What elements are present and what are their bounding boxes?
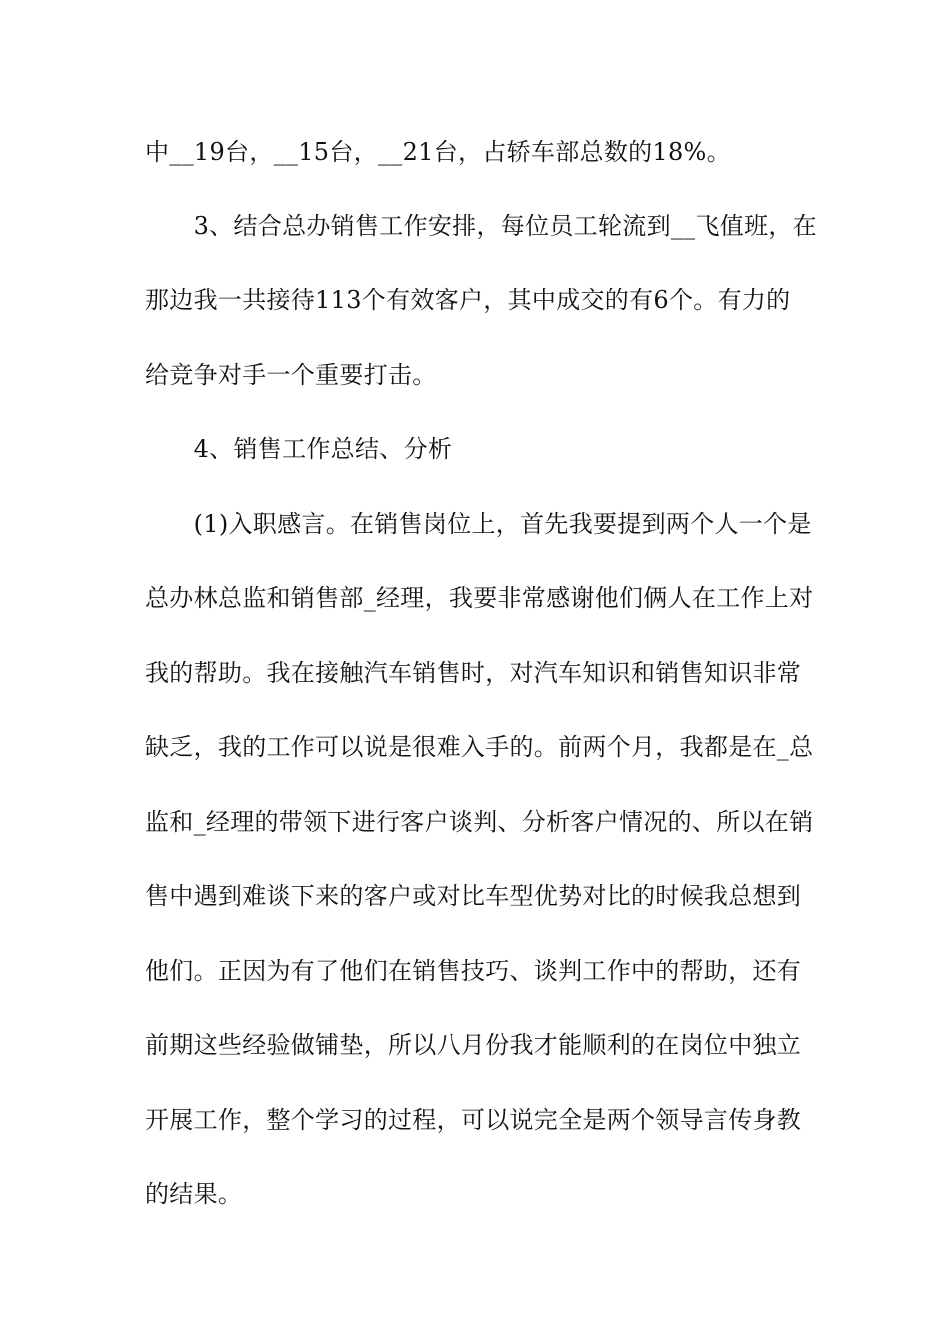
text-line: 中__19台，__15台，__21台，占轿车部总数的18%。 (145, 138, 731, 166)
text-line: 监和_经理的带领下进行客户谈判、分析客户情况的、所以在销 (145, 808, 814, 836)
text-line: 缺乏，我的工作可以说是很难入手的。前两个月，我都是在_总 (145, 733, 814, 761)
text-line: (1)入职感言。在销售岗位上，首先我要提到两个人一个是 (145, 510, 812, 538)
text-line: 开展工作，整个学习的过程，可以说完全是两个领导言传身教 (145, 1106, 802, 1134)
text-line: 的结果。 (145, 1180, 243, 1208)
text-line: 4、销售工作总结、分析 (145, 435, 453, 463)
text-line: 给竞争对手一个重要打击。 (145, 361, 437, 389)
text-line: 前期这些经验做铺垫，所以八月份我才能顺利的在岗位中独立 (145, 1031, 802, 1059)
text-line: 他们。正因为有了他们在销售技巧、谈判工作中的帮助，还有 (145, 957, 802, 985)
text-line: 3、结合总办销售工作安排，每位员工轮流到__飞值班，在 (145, 212, 817, 240)
text-line: 售中遇到难谈下来的客户或对比车型优势对比的时候我总想到 (145, 882, 802, 910)
text-line: 那边我一共接待113个有效客户，其中成交的有6个。有力的 (145, 286, 791, 314)
text-line: 总办林总监和销售部_经理，我要非常感谢他们俩人在工作上对 (145, 584, 814, 612)
text-line: 我的帮助。我在接触汽车销售时，对汽车知识和销售知识非常 (145, 659, 802, 687)
